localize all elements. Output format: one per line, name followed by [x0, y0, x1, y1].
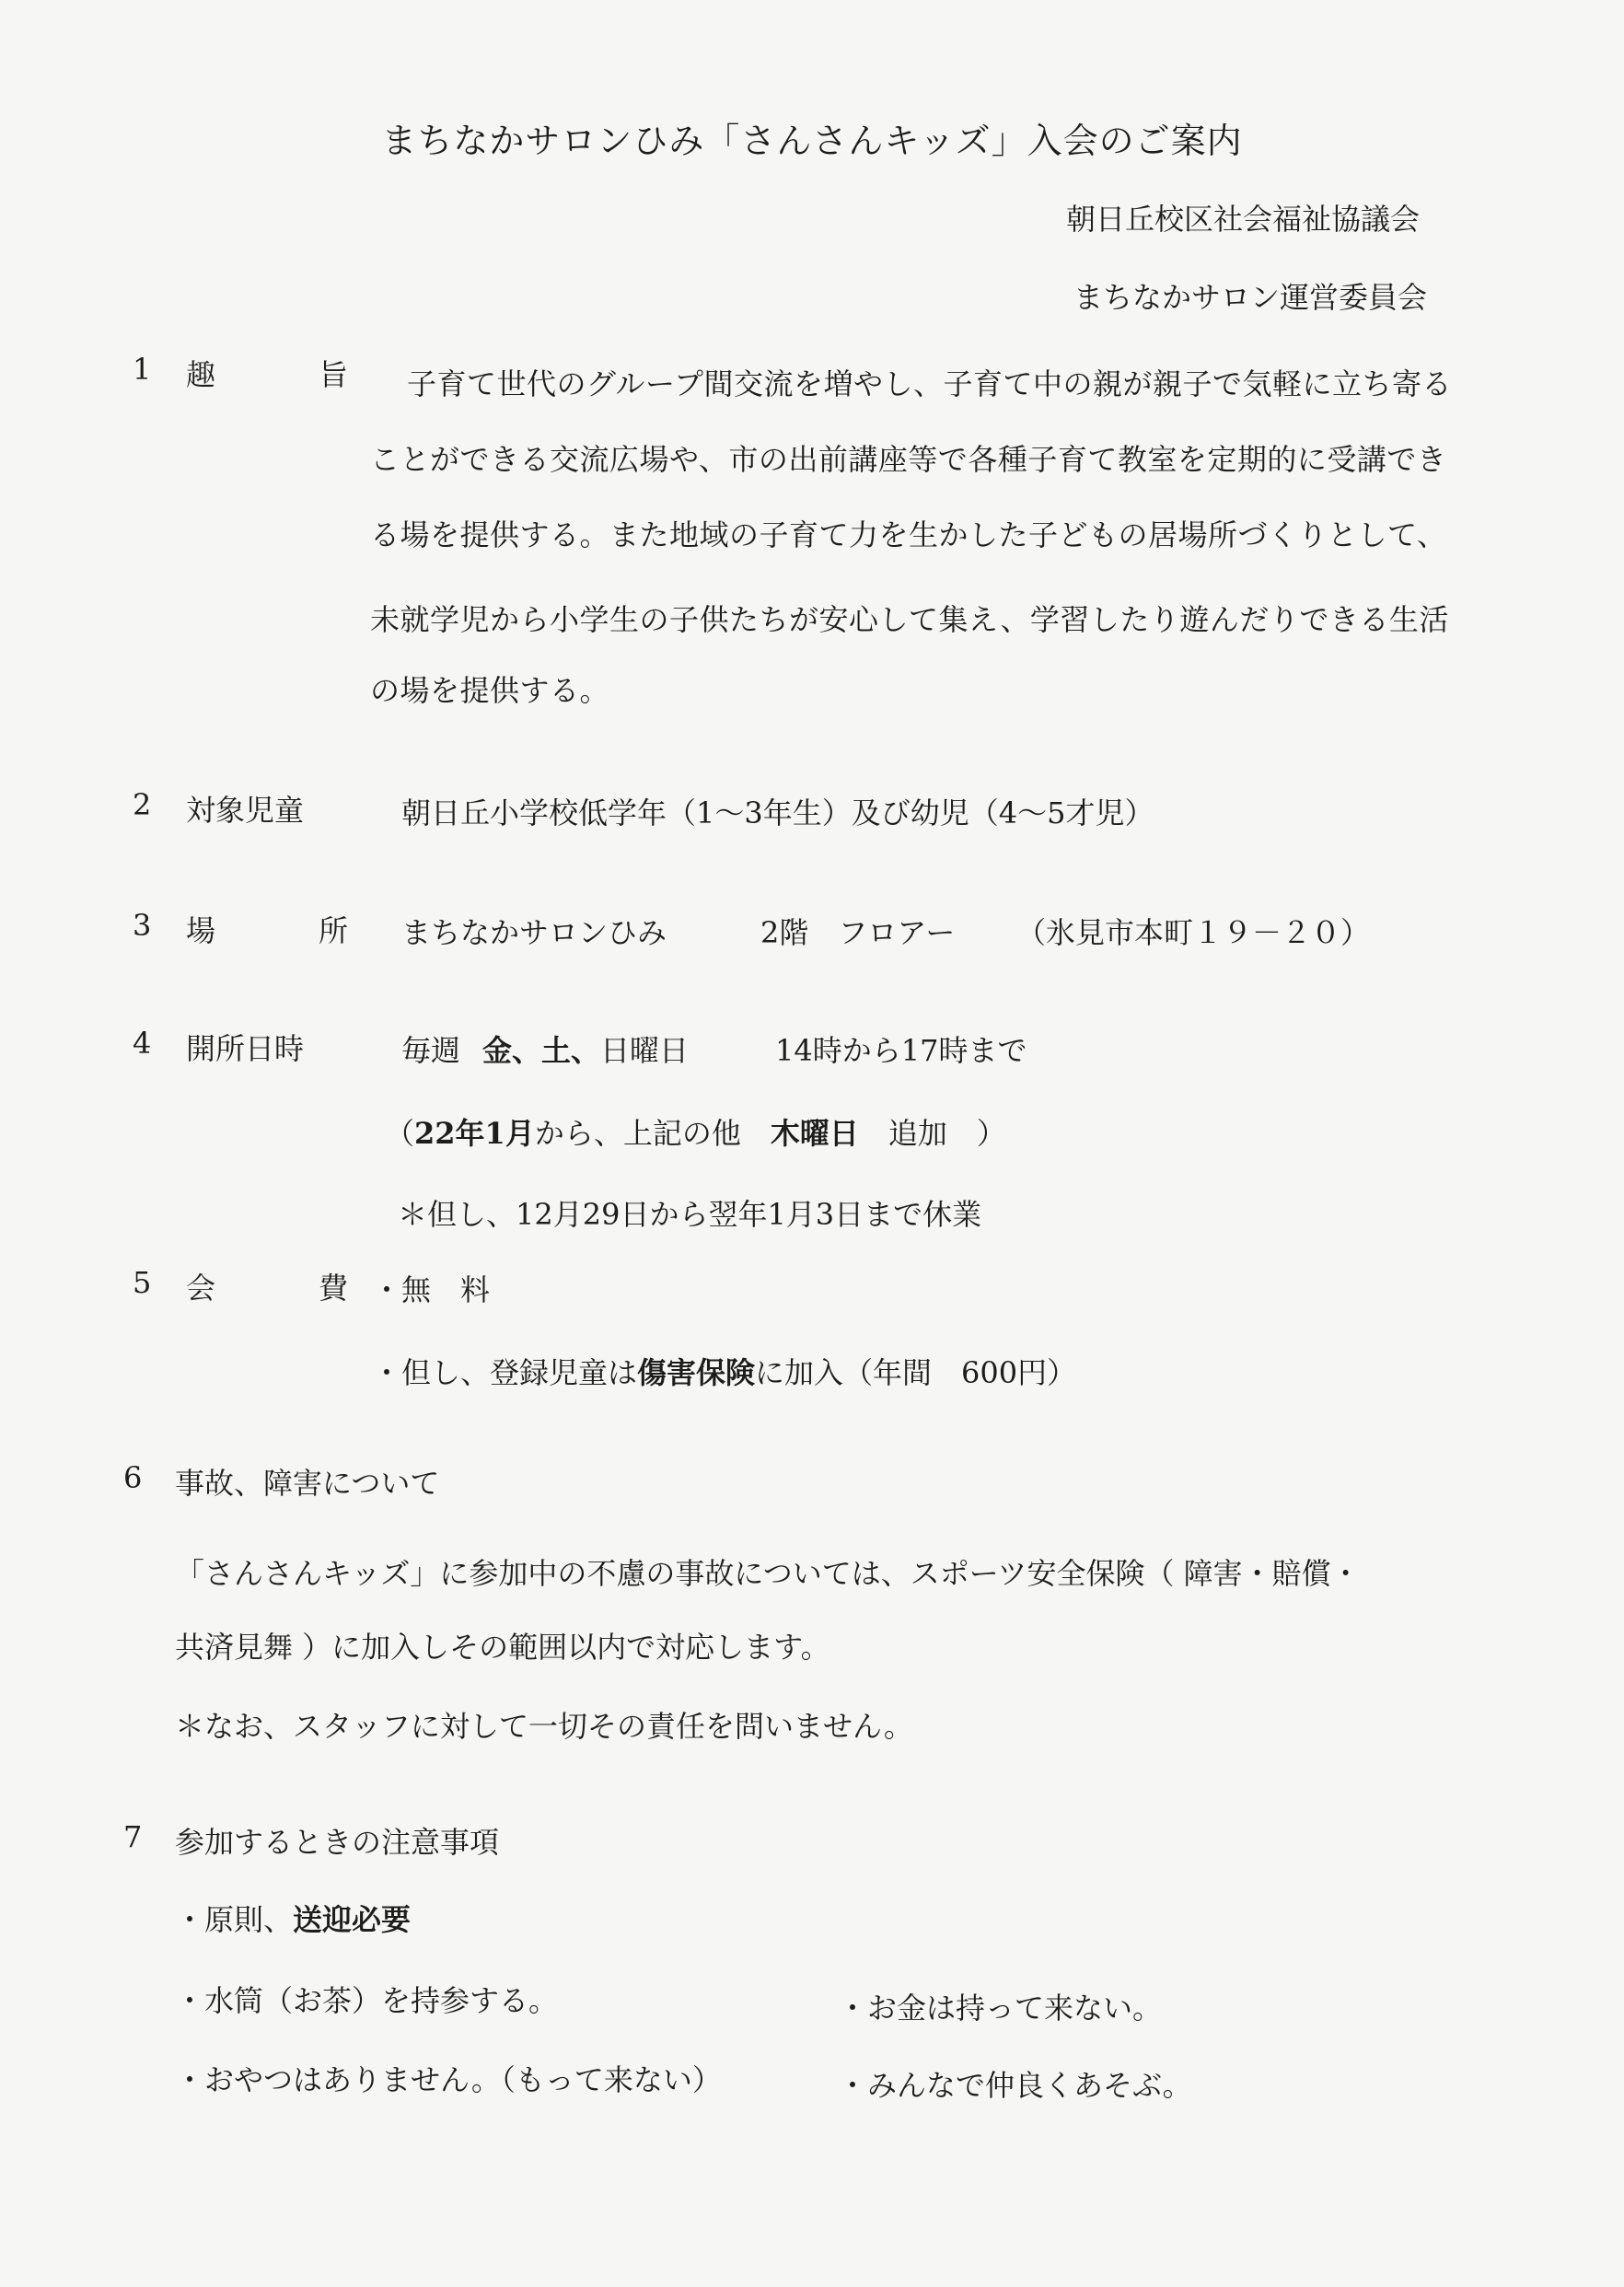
paragraph-line: 未就学児から小学生の子供たちが安心して集え、学習したり遊んだりできる生活	[370, 602, 1449, 637]
insurance-suffix: に加入（年間 600円）	[755, 1355, 1077, 1390]
paragraph-line: の場を提供する。	[370, 673, 610, 708]
section-heading: 事故、障害について	[175, 1466, 440, 1501]
holiday-note: ＊但し、12月29日から翌年1月3日まで休業	[398, 1197, 982, 1232]
section-heading: 趣 旨	[186, 357, 386, 392]
insurance-prefix: ・但し、登録児童は	[372, 1355, 638, 1390]
open-days-addition	[385, 1110, 1006, 1153]
section-heading: 対象児童	[186, 793, 305, 828]
paragraph-line: る場を提供する。また地域の子育て力を生かした子どもの居場所づくりとして、	[370, 517, 1447, 552]
insurance-bold: 傷害保険	[637, 1355, 756, 1390]
addition-day: 木曜日	[770, 1116, 859, 1151]
venue-floor: 2階 フロアー	[760, 915, 956, 950]
venue-address: （氷見市本町１９－２０）	[1016, 915, 1371, 950]
open-days-suffix: 日曜日	[600, 1033, 690, 1068]
section-number: 5	[133, 1265, 152, 1300]
section-number: 1	[133, 352, 152, 387]
addition-mid: から、上記の他	[534, 1116, 771, 1151]
addition-open: （	[385, 1116, 415, 1151]
rule-item: ・お金は持って来ない。	[838, 1991, 1163, 2026]
section-heading: 場 所	[186, 913, 386, 948]
target-children: 朝日丘小学校低学年（1～3年生）及び幼児（4～5才児）	[401, 795, 1154, 830]
organization-line: 朝日丘校区社会福祉協議会	[1065, 202, 1420, 237]
rule-item	[175, 1897, 411, 1939]
rule-bold: 送迎必要	[293, 1902, 412, 1937]
rule-item: ・みんなで仲良くあそぶ。	[838, 2068, 1192, 2103]
document-title: まちなかサロンひみ「さんさんキッズ」入会のご案内	[381, 121, 1243, 161]
section-heading: 開所日時	[186, 1031, 305, 1066]
section-heading: 参加するときの注意事項	[175, 1825, 500, 1860]
rule-item: ・おやつはありません。（もって来ない）	[175, 2062, 722, 2097]
paragraph-line: 子育て世代のグループ間交流を増やし、子育て中の親が親子で気軽に立ち寄る	[407, 366, 1452, 401]
addition-date: 22年1月	[414, 1116, 535, 1151]
accident-line: 共済見舞 ）に加入しその範囲以内で対応します。	[175, 1630, 830, 1665]
addition-close: 追加 ）	[858, 1116, 1006, 1151]
rule-prefix: ・原則、	[175, 1902, 294, 1937]
section-heading: 会 費	[186, 1271, 386, 1306]
paragraph-line: ことができる交流広場や、市の出前講座等で各種子育て教室を定期的に受講でき	[370, 442, 1447, 477]
fee-text: ・無 料	[372, 1272, 491, 1307]
section-number: 6	[123, 1460, 143, 1495]
accident-line: 「さんさんキッズ」に参加中の不慮の事故については、スポーツ安全保険（ 障害・賠償・	[175, 1556, 1361, 1591]
open-days	[401, 1027, 689, 1070]
section-number: 7	[123, 1819, 143, 1854]
venue-name: まちなかサロンひみ	[401, 915, 667, 950]
accident-line: ＊なお、スタッフに対して一切その責任を問いません。	[175, 1709, 913, 1744]
insurance-text	[372, 1350, 1076, 1392]
section-number: 2	[133, 787, 152, 822]
rule-item: ・水筒（お茶）を持参する。	[175, 1983, 559, 2018]
section-number: 4	[133, 1026, 152, 1061]
open-days-prefix: 毎週	[401, 1033, 461, 1068]
open-hours: 14時から17時まで	[775, 1033, 1027, 1068]
organization-line: まちなかサロン運営委員会	[1073, 280, 1427, 315]
section-number: 3	[133, 908, 152, 943]
open-days-bold: 金、土、	[482, 1033, 601, 1068]
